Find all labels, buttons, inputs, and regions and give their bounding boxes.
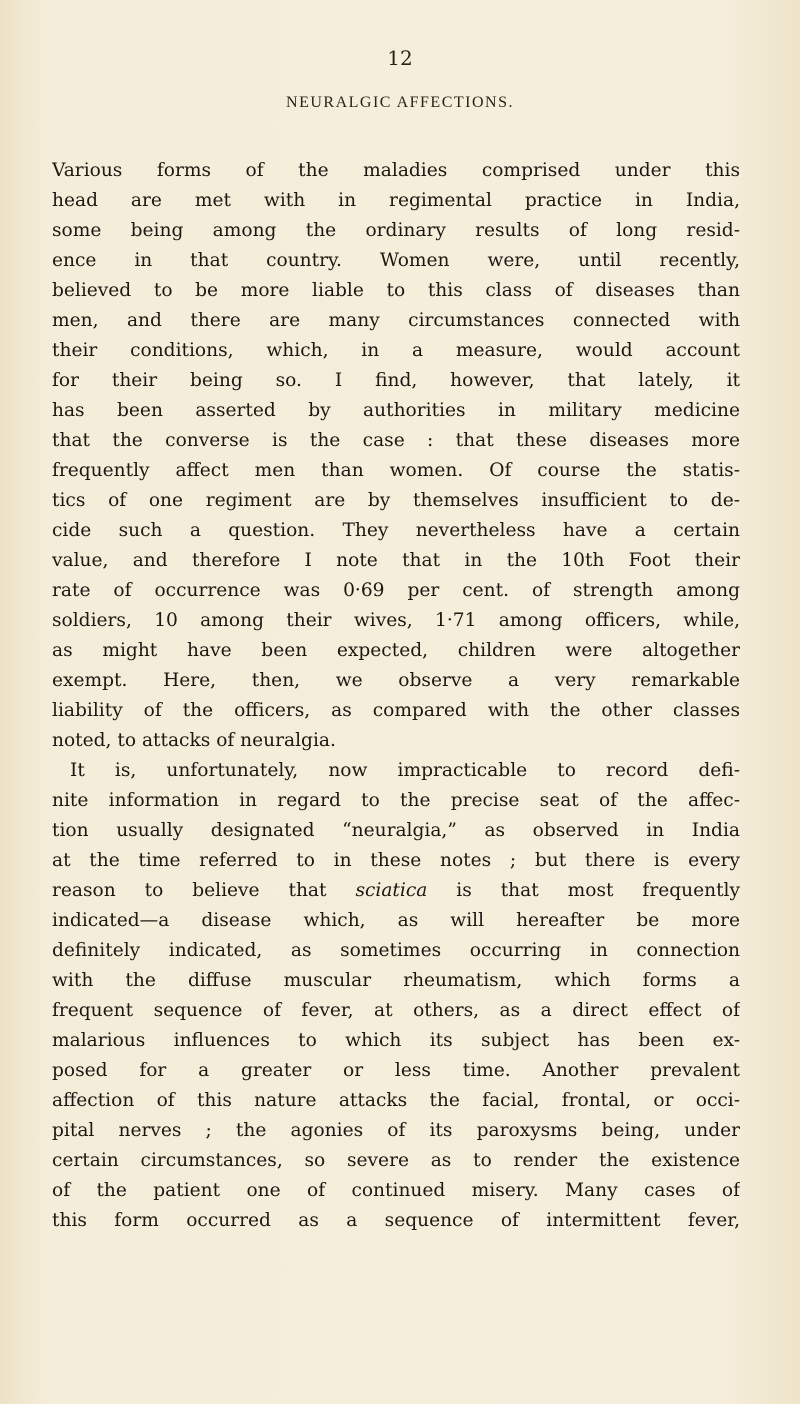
text-line: tics of one regiment are by themselves insufficient to de- — [52, 490, 740, 511]
text-line: malarious influences to which its subject has been ex- — [52, 1030, 740, 1051]
text-line: liability of the officers, as compared with the other classes — [52, 700, 740, 721]
italic-term: sciatica — [355, 880, 428, 901]
text-line: head are met with in regimental practice in India, — [52, 190, 740, 211]
text-line: this form occurred as a sequence of intermittent fever, — [52, 1210, 740, 1231]
text-line: indicated—a disease which, as will hereafter be more — [52, 910, 740, 931]
text-line: has been asserted by authorities in military medicine — [52, 400, 740, 421]
text-line: frequently affect men than women. Of course the statis- — [52, 460, 740, 481]
text-line: exempt. Here, then, we observe a very remarkable — [52, 670, 740, 691]
text-line: rate of occurrence was 0·69 per cent. of strength among — [52, 580, 740, 601]
text-line: It is, unfortunately, now impracticable to record defi- — [70, 760, 740, 781]
text-line: tion usually designated “neuralgia,” as observed in India — [52, 820, 740, 841]
page-number: 12 — [387, 46, 413, 70]
body-text — [52, 156, 740, 1236]
text-line: affection of this nature attacks the facial, frontal, or occi- — [52, 1090, 740, 1111]
text-line: as might have been expected, children were altogether — [52, 640, 740, 661]
text-line: frequent sequence of fever, at others, as a direct effect of — [52, 1000, 740, 1021]
text-line: soldiers, 10 among their wives, 1·71 among officers, while, — [52, 610, 740, 631]
text-line: men, and there are many circumstances connected with — [52, 310, 740, 331]
text-line: at the time referred to in these notes ; but there is every — [52, 850, 740, 871]
text-line: noted, to attacks of neuralgia. — [52, 730, 336, 751]
text-line: posed for a greater or less time. Another prevalent — [52, 1060, 740, 1081]
text-line: value, and therefore I note that in the 10th Foot their — [52, 550, 740, 571]
text-line: that the converse is the case : that these diseases more — [52, 430, 740, 451]
text-line: reason to believe that sciatica is that most frequently — [52, 880, 740, 901]
running-head: NEURALGIC AFFECTIONS. — [286, 94, 514, 111]
text-line: their conditions, which, in a measure, would account — [52, 340, 740, 361]
text-line: with the diffuse muscular rheumatism, which forms a — [52, 970, 740, 991]
text-line: believed to be more liable to this class of diseases than — [52, 280, 740, 301]
text-line: definitely indicated, as sometimes occurring in connection — [52, 940, 740, 961]
text-line: cide such a question. They nevertheless have a certain — [52, 520, 740, 541]
text-line: of the patient one of continued misery. Many cases of — [52, 1180, 740, 1201]
text-line: ence in that country. Women were, until recently, — [52, 250, 740, 271]
text-line: Various forms of the maladies comprised under this — [52, 160, 740, 181]
text-line: nite information in regard to the precise seat of the affec- — [52, 790, 740, 811]
text-line: for their being so. I find, however, that lately, it — [52, 370, 740, 391]
text-line: certain circumstances, so severe as to render the existence — [52, 1150, 740, 1171]
text-line: some being among the ordinary results of long resid- — [52, 220, 740, 241]
text-line: pital nerves ; the agonies of its paroxysms being, under — [52, 1120, 740, 1141]
